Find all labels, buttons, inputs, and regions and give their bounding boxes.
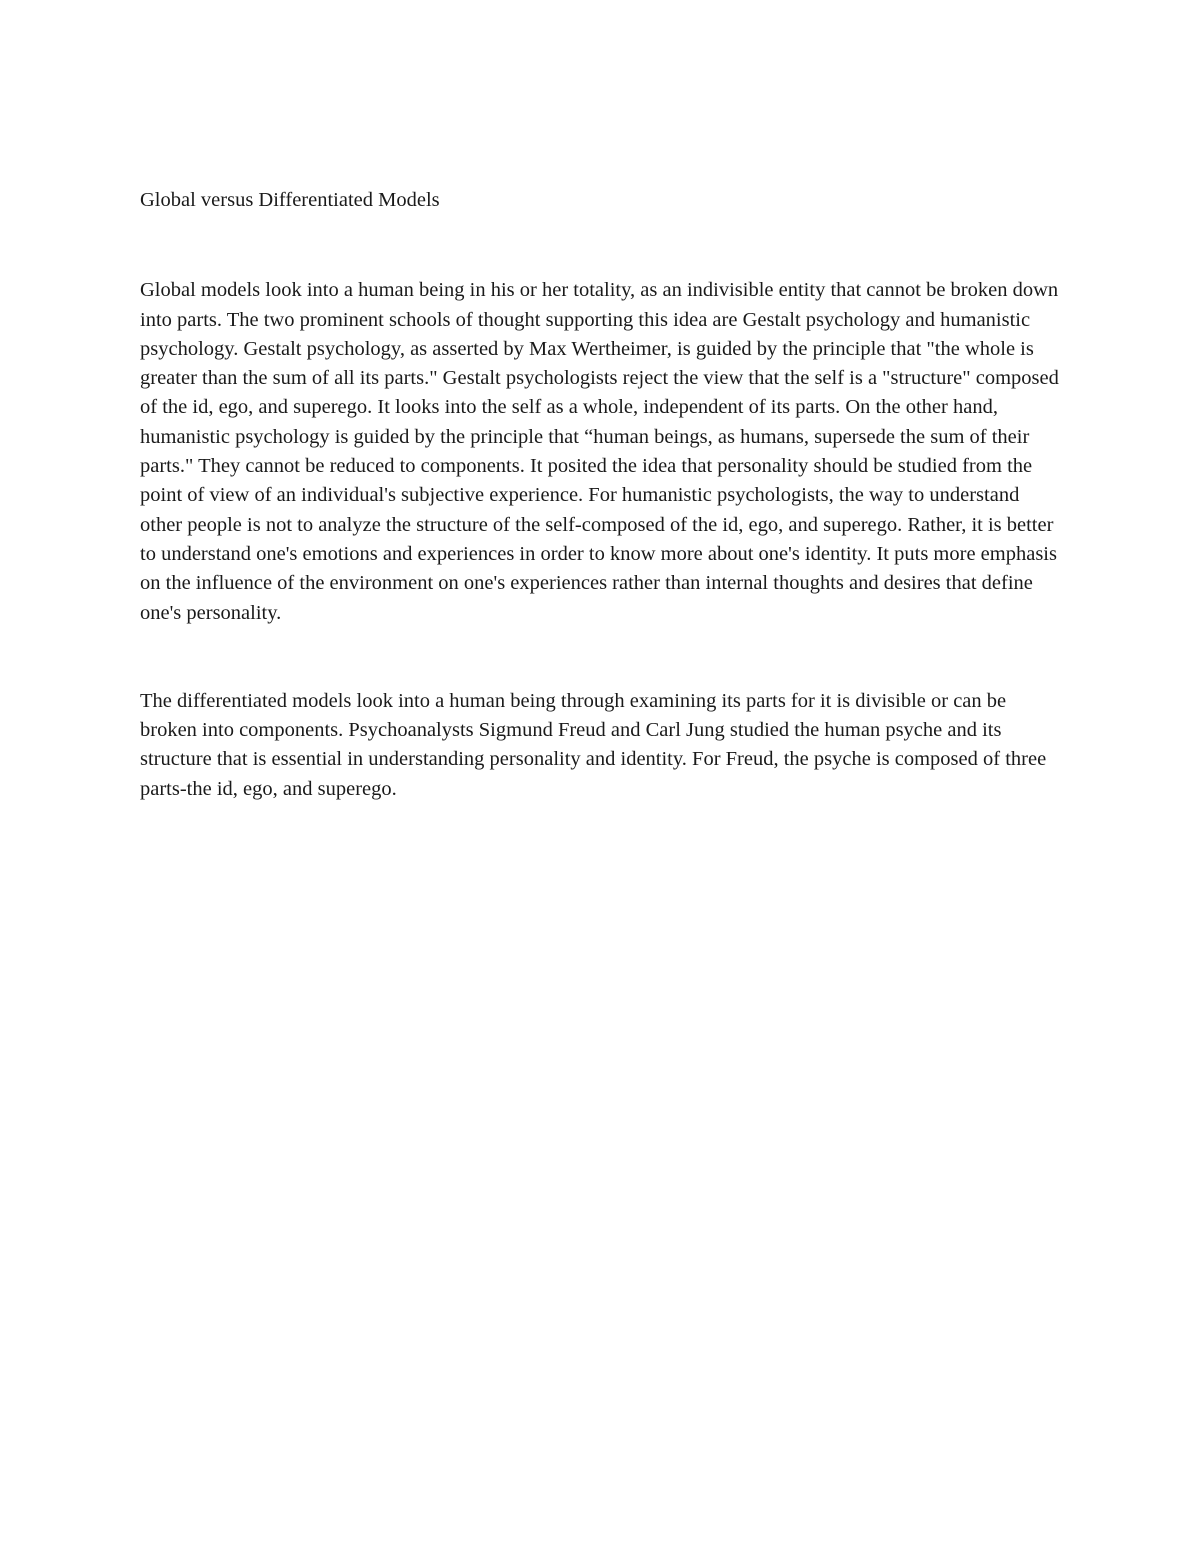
paragraph-differentiated-models: The differentiated models look into a human being through examining its parts for it is divisible or can be broken into components. Psychoanalysts Sigmund Freud and Carl Jung studied the human psyche and its structure that is essential in understanding personality and identity. For Freud, the psyche is composed of three parts-the id, ego, and superego. [140, 689, 1047, 800]
paragraph-global-models: Global models look into a human being in his or her totality, as an indivisible entity that cannot be broken down into parts. The two prominent schools of thought supporting this idea are Gestalt psychology and humanistic psychology. Gestalt psychology, as asserted by Max Wertheimer, is guided by the principle that "the whole is greater than the sum of all its parts." Gestalt psychologists reject the view that the self is a "structure" composed of the id, ego, and superego. It looks into the self as a whole, independent of its parts. On the other hand, humanistic psychology is guided by the principle that “human beings, as humans, supersede the sum of their parts." They cannot be reduced to components. It posited the idea that personality should be studied from the point of view of an individual's subjective experience. For humanistic psychologists, the way to understand other people is not to analyze the structure of the self-composed of the id, ego, and superego. Rather, it is better to understand one's emotions and experiences in order to know more about one's identity. It puts more emphasis on the influence of the environment on one's experiences rather than internal thoughts and desires that define one's personality. [140, 279, 1059, 624]
document-title: Global versus Differentiated Models [140, 189, 440, 211]
document-body [140, 186, 1065, 804]
